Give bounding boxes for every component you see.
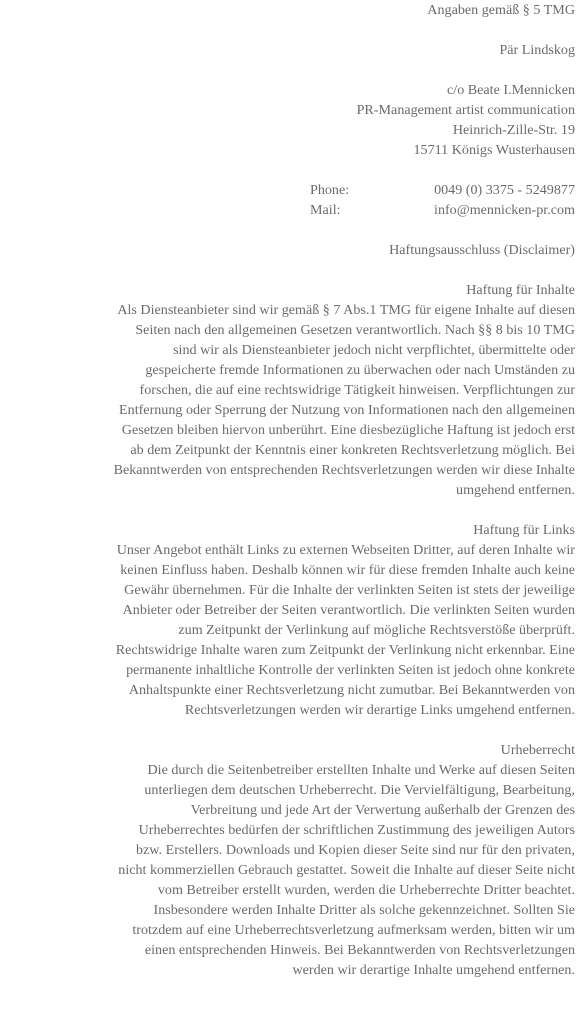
- section-haftung-links: [0, 520, 575, 720]
- mail-label: Mail:: [310, 202, 341, 218]
- owner-name: Pär Lindskog: [499, 42, 575, 58]
- address-line: PR-Management artist communication: [356, 102, 575, 118]
- text-line: permanente inhaltliche Kontrolle der verlinkten Seiten ist jedoch ohne konkrete: [126, 662, 575, 678]
- spacer: [0, 220, 575, 240]
- text-line: vom Betreiber erstellt wurden, werden die Urheberrechte Dritter beachtet.: [157, 882, 575, 898]
- address-line: Heinrich-Zille-Str. 19: [452, 122, 575, 138]
- text-line: Als Diensteanbieter sind wir gemäß § 7 Abs.1 TMG für eigene Inhalte auf diesen: [117, 302, 575, 318]
- text-line: unterliegen dem deutschen Urheberrecht. Die Vervielfältigung, Bearbeitung,: [144, 782, 575, 798]
- section-urheberrecht: [0, 740, 575, 980]
- text-line: werden wir derartige Inhalte umgehend entfernen.: [292, 962, 575, 978]
- text-line: Insbesondere werden Inhalte Dritter als solche gekennzeichnet. Sollten Sie: [153, 902, 575, 918]
- text-line: sind wir als Diensteanbieter jedoch nicht verpflichtet, übermittelte oder: [173, 342, 575, 358]
- text-line: umgehend entfernen.: [456, 482, 575, 498]
- spacer: [0, 20, 575, 40]
- spacer: [0, 720, 575, 740]
- text-line: Verbreitung und jede Art der Verwertung außerhalb der Grenzen des: [190, 802, 575, 818]
- text-line: Gesetzen bleiben hiervon unberührt. Eine diesbezügliche Haftung ist jedoch erst: [121, 422, 575, 438]
- phone-row: [0, 180, 575, 200]
- disclaimer-title: Haftungsausschluss (Disclaimer): [389, 242, 575, 258]
- text-line: Gewähr übernehmen. Für die Inhalte der verlinkten Seiten ist stets der jeweilige: [124, 582, 575, 598]
- contact-block: [0, 180, 575, 220]
- text-line: Anhaltspunkte einer Rechtsverletzung nicht zumutbar. Bei Bekanntwerden von: [128, 682, 575, 698]
- text-line: einen entsprechenden Hinweis. Bei Bekanntwerden von Rechtsverletzungen: [144, 942, 575, 958]
- phone-label: Phone:: [310, 182, 350, 198]
- spacer: [0, 160, 575, 180]
- text-line: Rechtsverletzungen werden wir derartige Links umgehend entfernen.: [184, 702, 575, 718]
- text-line: nicht kommerziellen Gebrauch gestattet. Soweit die Inhalte auf dieser Seite nicht: [118, 862, 575, 878]
- text-line: Urheberrechtes bedürfen der schriftlichen Zustimmung des jeweiligen Autors: [138, 822, 575, 838]
- text-line: Unser Angebot enthält Links zu externen Webseiten Dritter, auf deren Inhalte wir: [116, 542, 575, 558]
- text-line: Rechtswidrige Inhalte waren zum Zeitpunkt der Verlinkung nicht erkennbar. Eine: [115, 642, 575, 658]
- section-heading: Haftung für Links: [473, 522, 575, 538]
- mail-link[interactable]: info@mennicken-pr.com: [434, 202, 575, 218]
- text-line: Anbieter oder Betreiber der Seiten verantwortlich. Die verlinkten Seiten wurden: [122, 602, 575, 618]
- text-line: Seiten nach den allgemeinen Gesetzen verantwortlich. Nach §§ 8 bis 10 TMG: [135, 322, 575, 338]
- text-line: gespeicherte fremde Informationen zu überwachen oder nach Umständen zu: [145, 362, 575, 378]
- address-line: 15711 Königs Wusterhausen: [413, 142, 575, 158]
- section-haftung-inhalte: [0, 280, 575, 500]
- phone-value[interactable]: 0049 (0) 3375 - 5249877: [434, 182, 575, 198]
- address-line: c/o Beate I.Mennicken: [447, 82, 575, 98]
- section-heading: Haftung für Inhalte: [466, 282, 575, 298]
- section-heading: Urheberrecht: [500, 742, 575, 758]
- text-line: ab dem Zeitpunkt der Kenntnis einer konkreten Rechtsverletzung möglich. Bei: [130, 442, 575, 458]
- text-line: forschen, die auf eine rechtswidrige Tätigkeit hinweisen. Verpflichtungen zur: [139, 382, 575, 398]
- text-line: keinen Einfluss haben. Deshalb können wir für diese fremden Inhalte auch keine: [120, 562, 575, 578]
- spacer: [0, 60, 575, 80]
- text-line: zum Zeitpunkt der Verlinkung auf mögliche Rechtsverstöße überprüft.: [178, 622, 575, 638]
- postal-address: [0, 80, 575, 160]
- spacer: [0, 500, 575, 520]
- text-line: Die durch die Seitenbetreiber erstellten Inhalte und Werke auf diesen Seiten: [147, 762, 575, 778]
- mail-row: [0, 200, 575, 220]
- text-line: trotzdem auf eine Urheberrechtsverletzung aufmerksam werden, bitten wir um: [132, 922, 575, 938]
- text-line: bzw. Erstellers. Downloads und Kopien dieser Seite sind nur für den privaten,: [135, 842, 575, 858]
- text-line: Bekanntwerden von entsprechenden Rechtsverletzungen werden wir diese Inhalte: [113, 462, 575, 478]
- spacer: [0, 260, 575, 280]
- text-line: Entfernung oder Sperrung der Nutzung von Informationen nach den allgemeinen: [119, 402, 575, 418]
- imprint-title: Angaben gemäß § 5 TMG: [427, 2, 575, 18]
